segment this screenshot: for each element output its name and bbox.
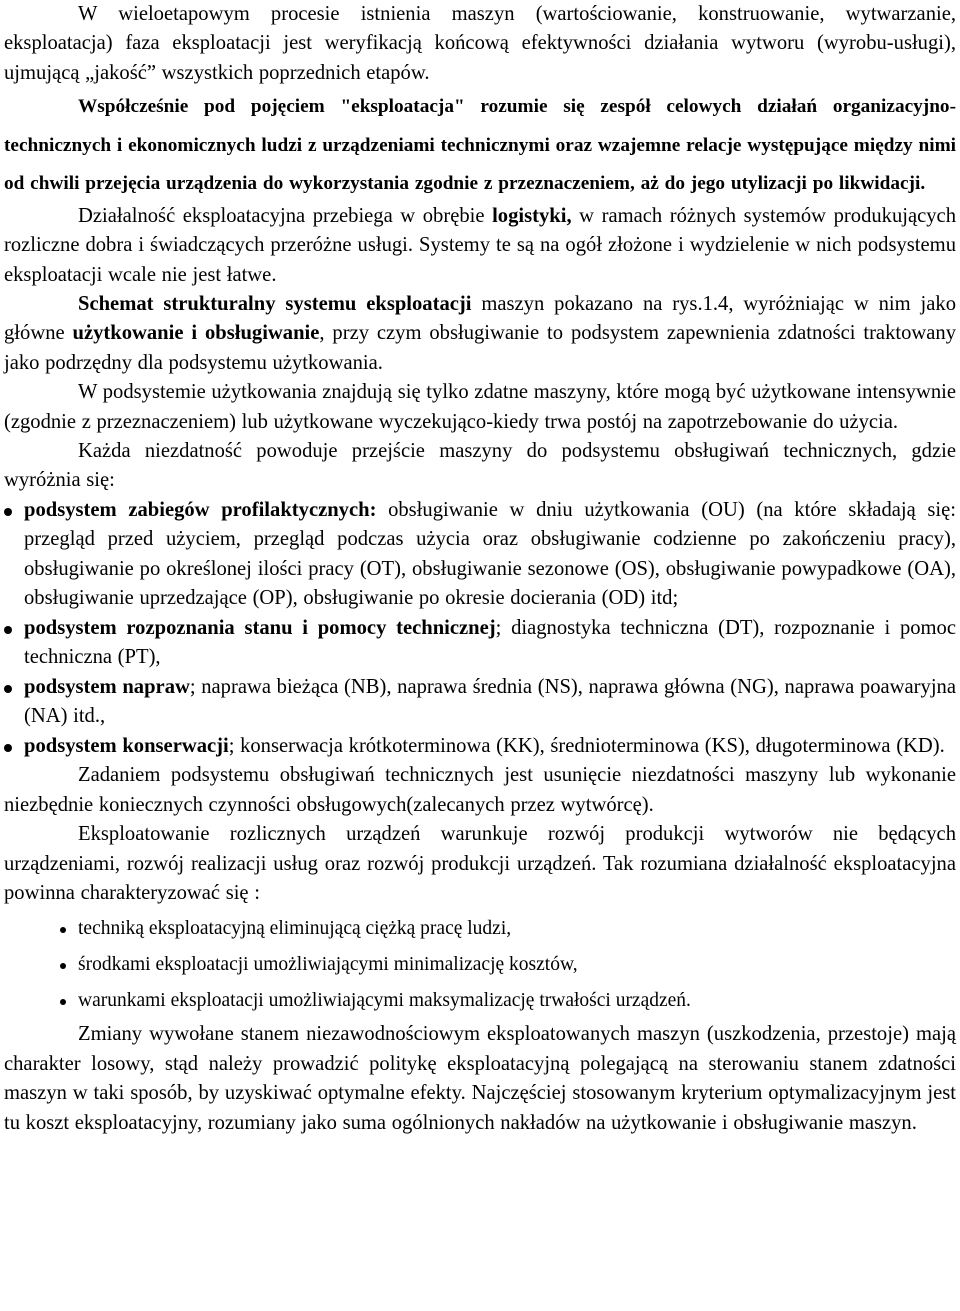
list-item-title: podsystem napraw <box>24 675 190 698</box>
schema-text-d: , przy czym obsługiwanie to podsystem zapewnienia zdatności traktowany jako podrzędny dla podsystemu użytkowania. <box>4 322 956 374</box>
list-item-title: podsystem konserwacji <box>24 734 229 757</box>
bullet-icon <box>4 744 12 752</box>
list-item <box>4 614 956 673</box>
list-item-title: podsystem rozpoznania stanu i pomocy technicznej <box>24 616 496 639</box>
paragraph-failure: Każda niezdatność powoduje przejście maszyny do podsystemu obsługiwań technicznych, gdzie wyróżnia się: <box>4 439 956 492</box>
list-item-title: podsystem zabiegów profilaktycznych: <box>24 498 377 521</box>
paragraph-policy: Zmiany wywołane stanem niezawodnościowym eksploatowanych maszyn (uszkodzenia, przestoje) mają charakter losowy, stąd należy prowadzić politykę eksploatacyjną polegającą na sterowaniu stanem zdatności maszyn w taki sposób, by uzyskiwać optymalne efekty. Najczęściej stosowanym kryterium optymalizacyjnym jest tu koszt eksploatacyjny, rozumiany jako suma ogólnionych nakładów na użytkowanie i obsługiwanie maszyn. <box>4 1023 956 1134</box>
usage-service-term: użytkowanie i obsługiwanie <box>72 322 320 345</box>
list-item-text: techniką eksploatacyjną eliminującą ciężką pracę ludzi, <box>78 918 512 940</box>
paragraph-service-task: Zadaniem podsystemu obsługiwań technicznych jest usunięcie niezdatności maszyny lub wykonanie niezbędnie koniecznych czynności obsługowych(zalecanych przez wytwórcę). <box>4 764 956 816</box>
list-item <box>4 912 956 946</box>
paragraph-intro: W wieloetapowym procesie istnienia maszyn (wartościowanie, konstruowanie, wytwarzanie, eksploatacja) faza eksploatacji jest weryfikacją końcową efektywności działania wytworu (wyrobu-usługi), ujmującą „jakość” wszystkich poprzednich etapów. <box>4 3 956 84</box>
bullet-icon <box>4 626 12 634</box>
paragraph-schema <box>4 290 956 378</box>
schema-text-b: maszyn pokazano na rys.1.4, wyróżniając w nim jako główne <box>4 292 957 345</box>
bullet-icon <box>60 963 66 969</box>
characteristics-list <box>4 912 956 1018</box>
list-item <box>4 496 956 614</box>
bullet-icon <box>60 999 66 1005</box>
list-item <box>4 984 956 1018</box>
list-item-text: ; naprawa bieżąca (NB), naprawa średnia (NS), naprawa główna (NG), naprawa poawaryjna (NA) itd., <box>24 675 956 728</box>
list-item-text: ; diagnostyka techniczna (DT), rozpoznanie i pomoc techniczna (PT), <box>24 616 956 669</box>
paragraph-definition: Współcześnie pod pojęciem "eksploatacja" rozumie się zespół celowych działań organizacyjno-technicznych i ekonomicznych ludzi z urządzeniami technicznymi oraz wzajemne relacje występujące między nimi od chwili przejęcia urządzenia do wykorzystania zgodnie z przeznaczeniem, aż do jego utylizacji po likwidacji. <box>4 96 956 195</box>
list-item <box>4 948 956 982</box>
list-item-text: warunkami eksploatacji umożliwiającymi maksymalizację trwałości urządzeń. <box>78 990 691 1012</box>
list-item-text: środkami eksploatacji umożliwiającymi minimalizację kosztów, <box>78 954 578 976</box>
list-item <box>4 732 956 762</box>
list-item <box>4 673 956 732</box>
list-item-text: ; konserwacja krótkoterminowa (KK), średnioterminowa (KS), długoterminowa (KD). <box>228 734 945 757</box>
list-item-text: obsługiwanie w dniu użytkowania (OU) (na które składają się: przegląd przed użyciem, przegląd podczas użycia oraz obsługiwanie codzienne po zakończeniu pracy), obsługiwanie po określonej ilości pracy (OT), obsługiwanie sezonowe (OS), obsługiwanie powypadkowe (OA), obsługiwanie uprzedzające (OP), obsługiwanie po okresie docierania (OD) itd; <box>24 498 956 610</box>
bullet-icon <box>4 508 12 516</box>
schema-term: Schemat strukturalny systemu eksploatacji <box>78 292 472 315</box>
logistics-text-c: w ramach różnych systemów produkujących rozliczne dobra i świadczących przeróżne usługi. Systemy te są na ogół złożone i wydzielenie w nich podsystemu eksploatacji wcale nie jest łatwe. <box>4 204 956 286</box>
paragraph-logistics <box>4 202 956 290</box>
paragraph-usage-subsystem: W podsystemie użytkowania znajdują się tylko zdatne maszyny, które mogą być użytkowane intensywnie (zgodnie z przeznaczeniem) lub użytkowane wyczekująco-kiedy trwa postój na zapotrzebowanie do użycia. <box>4 381 956 433</box>
bullet-icon <box>4 685 12 693</box>
bullet-icon <box>60 927 66 933</box>
logistics-text-a: Działalność eksploatacyjna przebiega w obrębie <box>78 204 493 227</box>
subsystem-list <box>4 496 956 762</box>
logistics-term: logistyki, <box>492 204 572 227</box>
paragraph-development: Eksploatowanie rozlicznych urządzeń warunkuje rozwój produkcji wytworów nie będących urządzeniami, rozwój realizacji usług oraz rozwój produkcji urządzeń. Tak rozumiana działalność eksploatacyjna powinna charakteryzować się : <box>4 823 956 904</box>
